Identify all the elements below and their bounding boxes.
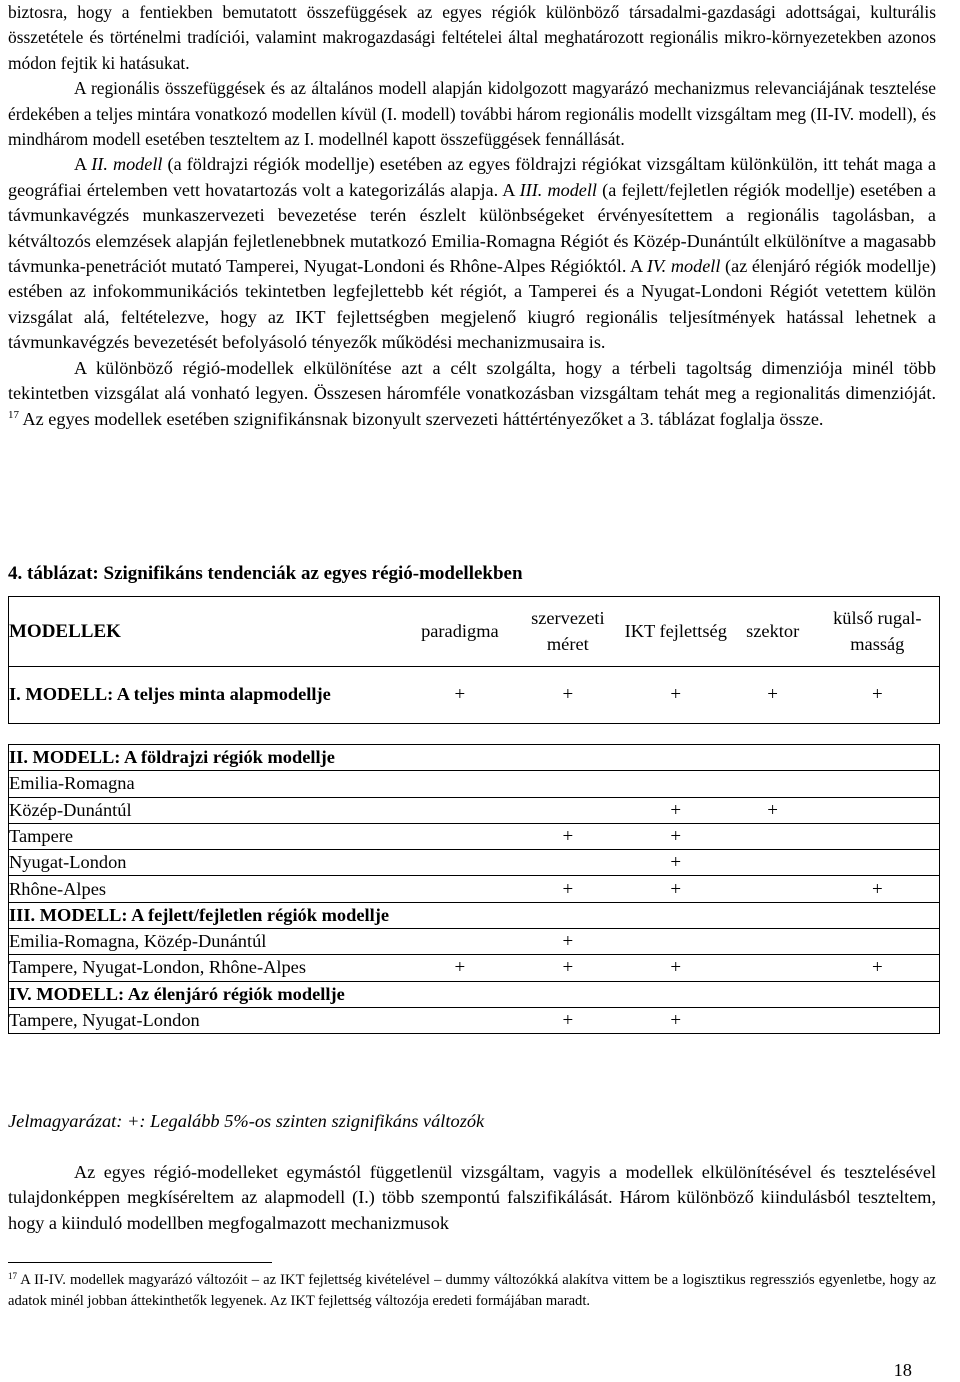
header-modellek: MODELLEK (9, 597, 406, 667)
paragraph-4 (8, 356, 936, 432)
cell (406, 981, 514, 1007)
cell: + (622, 823, 730, 849)
cell: + (622, 1007, 730, 1033)
cell: + (622, 955, 730, 981)
cell: + (816, 955, 940, 981)
cell (730, 902, 816, 928)
cell (514, 771, 622, 797)
cell: + (514, 955, 622, 981)
table-title: 4. táblázat: Szignifikáns tendenciák az egyes régió-modellekben (8, 563, 523, 584)
spacer-cell (730, 724, 816, 745)
cell (406, 797, 514, 823)
spacer-cell (514, 724, 622, 745)
table-row (9, 771, 940, 797)
p3-text-3: (a fejlett/fejletlen régiók modellje) esetében a távmunkavégzés munkaszervezeti bevezetése terén észlelt különbségeket érvényesítettem a regionális tagolásban, a kétváltozós elemzések alapján fejletlenebbnek mutatkozó Emilia-Romagna Régiót és Közép-Dunántúlt elkülönítve a magasabb távmunka-penetrációt mutató Tamperei, Nyugat-Londoni és Rhône-Alpes Régióktól. A (8, 179, 937, 277)
cell (406, 771, 514, 797)
header-paradigma: paradigma (406, 597, 514, 667)
spacer-cell (406, 724, 514, 745)
cell (816, 797, 940, 823)
cell (514, 981, 622, 1007)
cell (514, 797, 622, 823)
cell (406, 1007, 514, 1033)
significance-table (8, 596, 940, 1034)
cell (406, 902, 514, 928)
table-spacer-row (9, 724, 940, 745)
table-row (9, 929, 940, 955)
cell (406, 850, 514, 876)
p3-text-2: (a földrajzi régiók modellje) esetében az egyes földrajzi régiókat vizsgáltam különkülön, itt tehát maga a geográfiai értelemben vett hovatartozás volt a kategorizálás alapja. A (8, 154, 937, 200)
paragraph-1: biztosra, hogy a fentiekben bemutatott összefüggések az egyes régiók különböző társadalmi-gazdasági adottságai, kulturális összetétele és történelmi tradíciói, valamint makrogazdasági feltételei által meghatározott regionális mikro-környezetekben azonos módon fejtik ki hatásukat. (8, 2, 936, 73)
spacer-cell (622, 724, 730, 745)
row-label: IV. MODELL: Az élenjáró régiók modellje (9, 981, 406, 1007)
p3-text-1: A (74, 154, 92, 175)
cell (816, 929, 940, 955)
cell (730, 955, 816, 981)
row-label: Tampere, Nyugat-London, Rhône-Alpes (9, 955, 406, 981)
spacer-cell (9, 724, 406, 745)
document-page (8, 0, 937, 1380)
table-row (9, 876, 940, 902)
cell (622, 902, 730, 928)
cell: + (514, 667, 622, 724)
cell (730, 981, 816, 1007)
cell (816, 981, 940, 1007)
page-number: 18 (893, 1360, 912, 1380)
cell (730, 1007, 816, 1033)
row-label: III. MODELL: A fejlett/fejletlen régiók modellje (9, 902, 406, 928)
table-row (9, 1007, 940, 1033)
table-section-row (9, 902, 940, 928)
cell (730, 929, 816, 955)
p3-italic-model-3: III. modell (519, 179, 597, 200)
table-header-row (9, 597, 940, 667)
cell: + (406, 667, 514, 724)
cell (816, 850, 940, 876)
footnote-number: 17 (8, 1271, 17, 1281)
cell (730, 745, 816, 771)
cell: + (514, 876, 622, 902)
cell (816, 902, 940, 928)
table-row (9, 850, 940, 876)
cell (622, 981, 730, 1007)
cell (622, 929, 730, 955)
table-section-row (9, 981, 940, 1007)
row-label: Rhône-Alpes (9, 876, 406, 902)
header-ikt-fejlettseg: IKT fejlettség (622, 597, 730, 667)
cell: + (730, 667, 816, 724)
cell: + (514, 823, 622, 849)
row-label: Nyugat-London (9, 850, 406, 876)
p4-text-2: Az egyes modellek esetében szignifikánsnak bizonyult szervezeti háttértényezőket a 3. táblázat foglalja össze. (19, 408, 824, 429)
cell: + (622, 876, 730, 902)
footnote-separator (8, 1262, 272, 1263)
footnote (8, 1270, 936, 1312)
row-label: Tampere, Nyugat-London (9, 1007, 406, 1033)
paragraph-after-table: Az egyes régió-modelleket egymástól függetlenül vizsgáltam, vagyis a modellek elkülönítésével és tesztelésével tulajdonképpen megkíséreltem az alapmodell (I.) több szempontú falszifikálását. Három különböző kiindulásból teszteltem, hogy a kiinduló modellben megfogalmazott mechanizmusok (8, 1162, 936, 1233)
header-kulso-rugalmassag: külső rugal-masság (816, 597, 940, 667)
cell: + (406, 955, 514, 981)
cell (406, 745, 514, 771)
row-label: I. MODELL: A teljes minta alapmodellje (9, 667, 406, 724)
paragraph-3 (8, 152, 936, 355)
cell: + (622, 667, 730, 724)
header-szervezeti-meret: szervezeti méret (514, 597, 622, 667)
cell: + (514, 929, 622, 955)
row-label: Emilia-Romagna, Közép-Dunántúl (9, 929, 406, 955)
row-label: Emilia-Romagna (9, 771, 406, 797)
cell: + (514, 1007, 622, 1033)
cell (816, 745, 940, 771)
cell: + (622, 850, 730, 876)
p3-italic-model-4: IV. modell (646, 256, 721, 277)
row-label: Tampere (9, 823, 406, 849)
cell (730, 771, 816, 797)
cell (730, 876, 816, 902)
cell: + (816, 667, 940, 724)
row-label: Közép-Dunántúl (9, 797, 406, 823)
cell (816, 771, 940, 797)
cell (816, 823, 940, 849)
cell: + (816, 876, 940, 902)
table-row (9, 955, 940, 981)
cell (622, 771, 730, 797)
row-label: II. MODELL: A földrajzi régiók modellje (9, 745, 406, 771)
footnote-text: A II-IV. modellek magyarázó változóit – az IKT fejlettség kivételével – dummy változókká alakítva vittem be a logisztikus regressziós egyenletbe, hogy az adatok minél jobban áttekinthetők legyenek. Az IKT fejlettség változója eredeti formájában maradt. (8, 1272, 936, 1309)
p3-text-4: (az élenjáró régiók modellje) estében az infokommunikációs tekintetben legfejlettebb két régiót, a Tamperei és a Nyugat-Londoni Régiót vetettem külön vizsgálat alá, feltételezve, hogy az IKT fejlettségben megjelenő kiugró regionális teljesítmények hatással lehetnek a távmunkavégzés bevezetését befolyásoló tényezők működési mechanizmusaira is. (8, 256, 937, 353)
table-row (9, 797, 940, 823)
cell (406, 876, 514, 902)
cell (514, 745, 622, 771)
header-szektor: szektor (730, 597, 816, 667)
cell (406, 929, 514, 955)
table-row (9, 823, 940, 849)
p4-text-1: A különböző régió-modellek elkülönítése azt a célt szolgálta, hogy a térbeli tagoltság dimenziója minél több tekintetben vizsgálat alá vonható legyen. Összesen háromféle vonatkozásban vizsgáltam tehát meg a regionalitás dimenzióját. (8, 357, 936, 404)
cell (514, 850, 622, 876)
cell (730, 850, 816, 876)
cell (816, 1007, 940, 1033)
table-row (9, 667, 940, 724)
spacer-cell (816, 724, 940, 745)
cell (622, 745, 730, 771)
footnote-reference[interactable]: 17 (8, 408, 19, 421)
table-legend: Jelmagyarázat: +: Legalább 5%-os szinten szignifikáns változók (8, 1111, 485, 1131)
cell: + (622, 797, 730, 823)
p3-italic-model-2: II. modell (91, 154, 163, 175)
cell (406, 823, 514, 849)
cell: + (730, 797, 816, 823)
cell (730, 823, 816, 849)
paragraph-2: A regionális összefüggések és az általános modell alapján kidolgozott magyarázó mechanizmus relevanciájának tesztelése érdekében a teljes mintára vonatkozó modellen kívül (I. modell) további három regionális modellt vizsgáltam meg (II-IV. modell), és mindhárom modell esetében teszteltem az I. modellnél kapott összefüggések fennállását. (8, 78, 936, 150)
table-section-row (9, 745, 940, 771)
cell (514, 902, 622, 928)
